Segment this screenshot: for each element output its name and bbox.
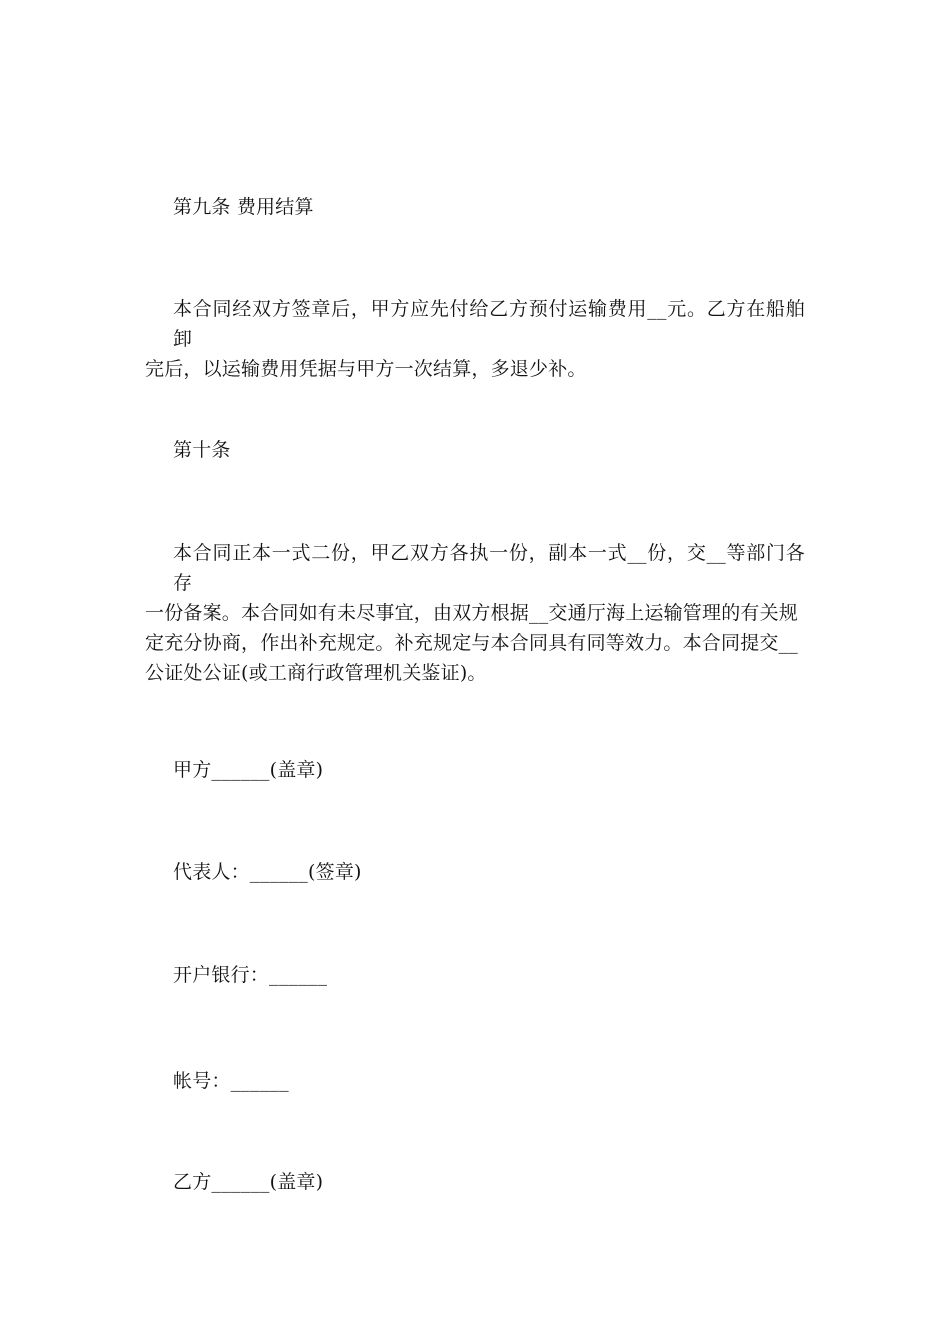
- party-b-signature: 乙方______(盖章): [173, 1171, 324, 1193]
- party-a-signature: 甲方______(盖章): [173, 759, 324, 781]
- article10-line-4: 公证处公证(或工商行政管理机关鉴证)。: [145, 662, 487, 684]
- article10-line-2: 一份备案。本合同如有未尽事宜，由双方根据__交通厅海上运输管理的有关规: [145, 602, 799, 624]
- article9-heading: 第九条 费用结算: [173, 196, 314, 218]
- article9-body: [145, 294, 805, 384]
- bank-field: 开户银行：______: [173, 964, 328, 986]
- article10-body: [145, 538, 805, 688]
- article9-line-2: 完后，以运输费用凭据与甲方一次结算，多退少补。: [145, 358, 587, 380]
- account-field: 帐号：______: [173, 1070, 289, 1092]
- representative-signature: 代表人：______(签章): [173, 861, 362, 883]
- article10-line-1: 本合同正本一式二份，甲乙双方各执一份，副本一式__份，交__等部门各存: [173, 542, 805, 594]
- article10-heading: 第十条: [173, 439, 231, 461]
- article10-line-3: 定充分协商，作出补充规定。补充规定与本合同具有同等效力。本合同提交__: [145, 632, 799, 654]
- article9-line-1: 本合同经双方签章后，甲方应先付给乙方预付运输费用__元。乙方在船舶卸: [173, 298, 805, 350]
